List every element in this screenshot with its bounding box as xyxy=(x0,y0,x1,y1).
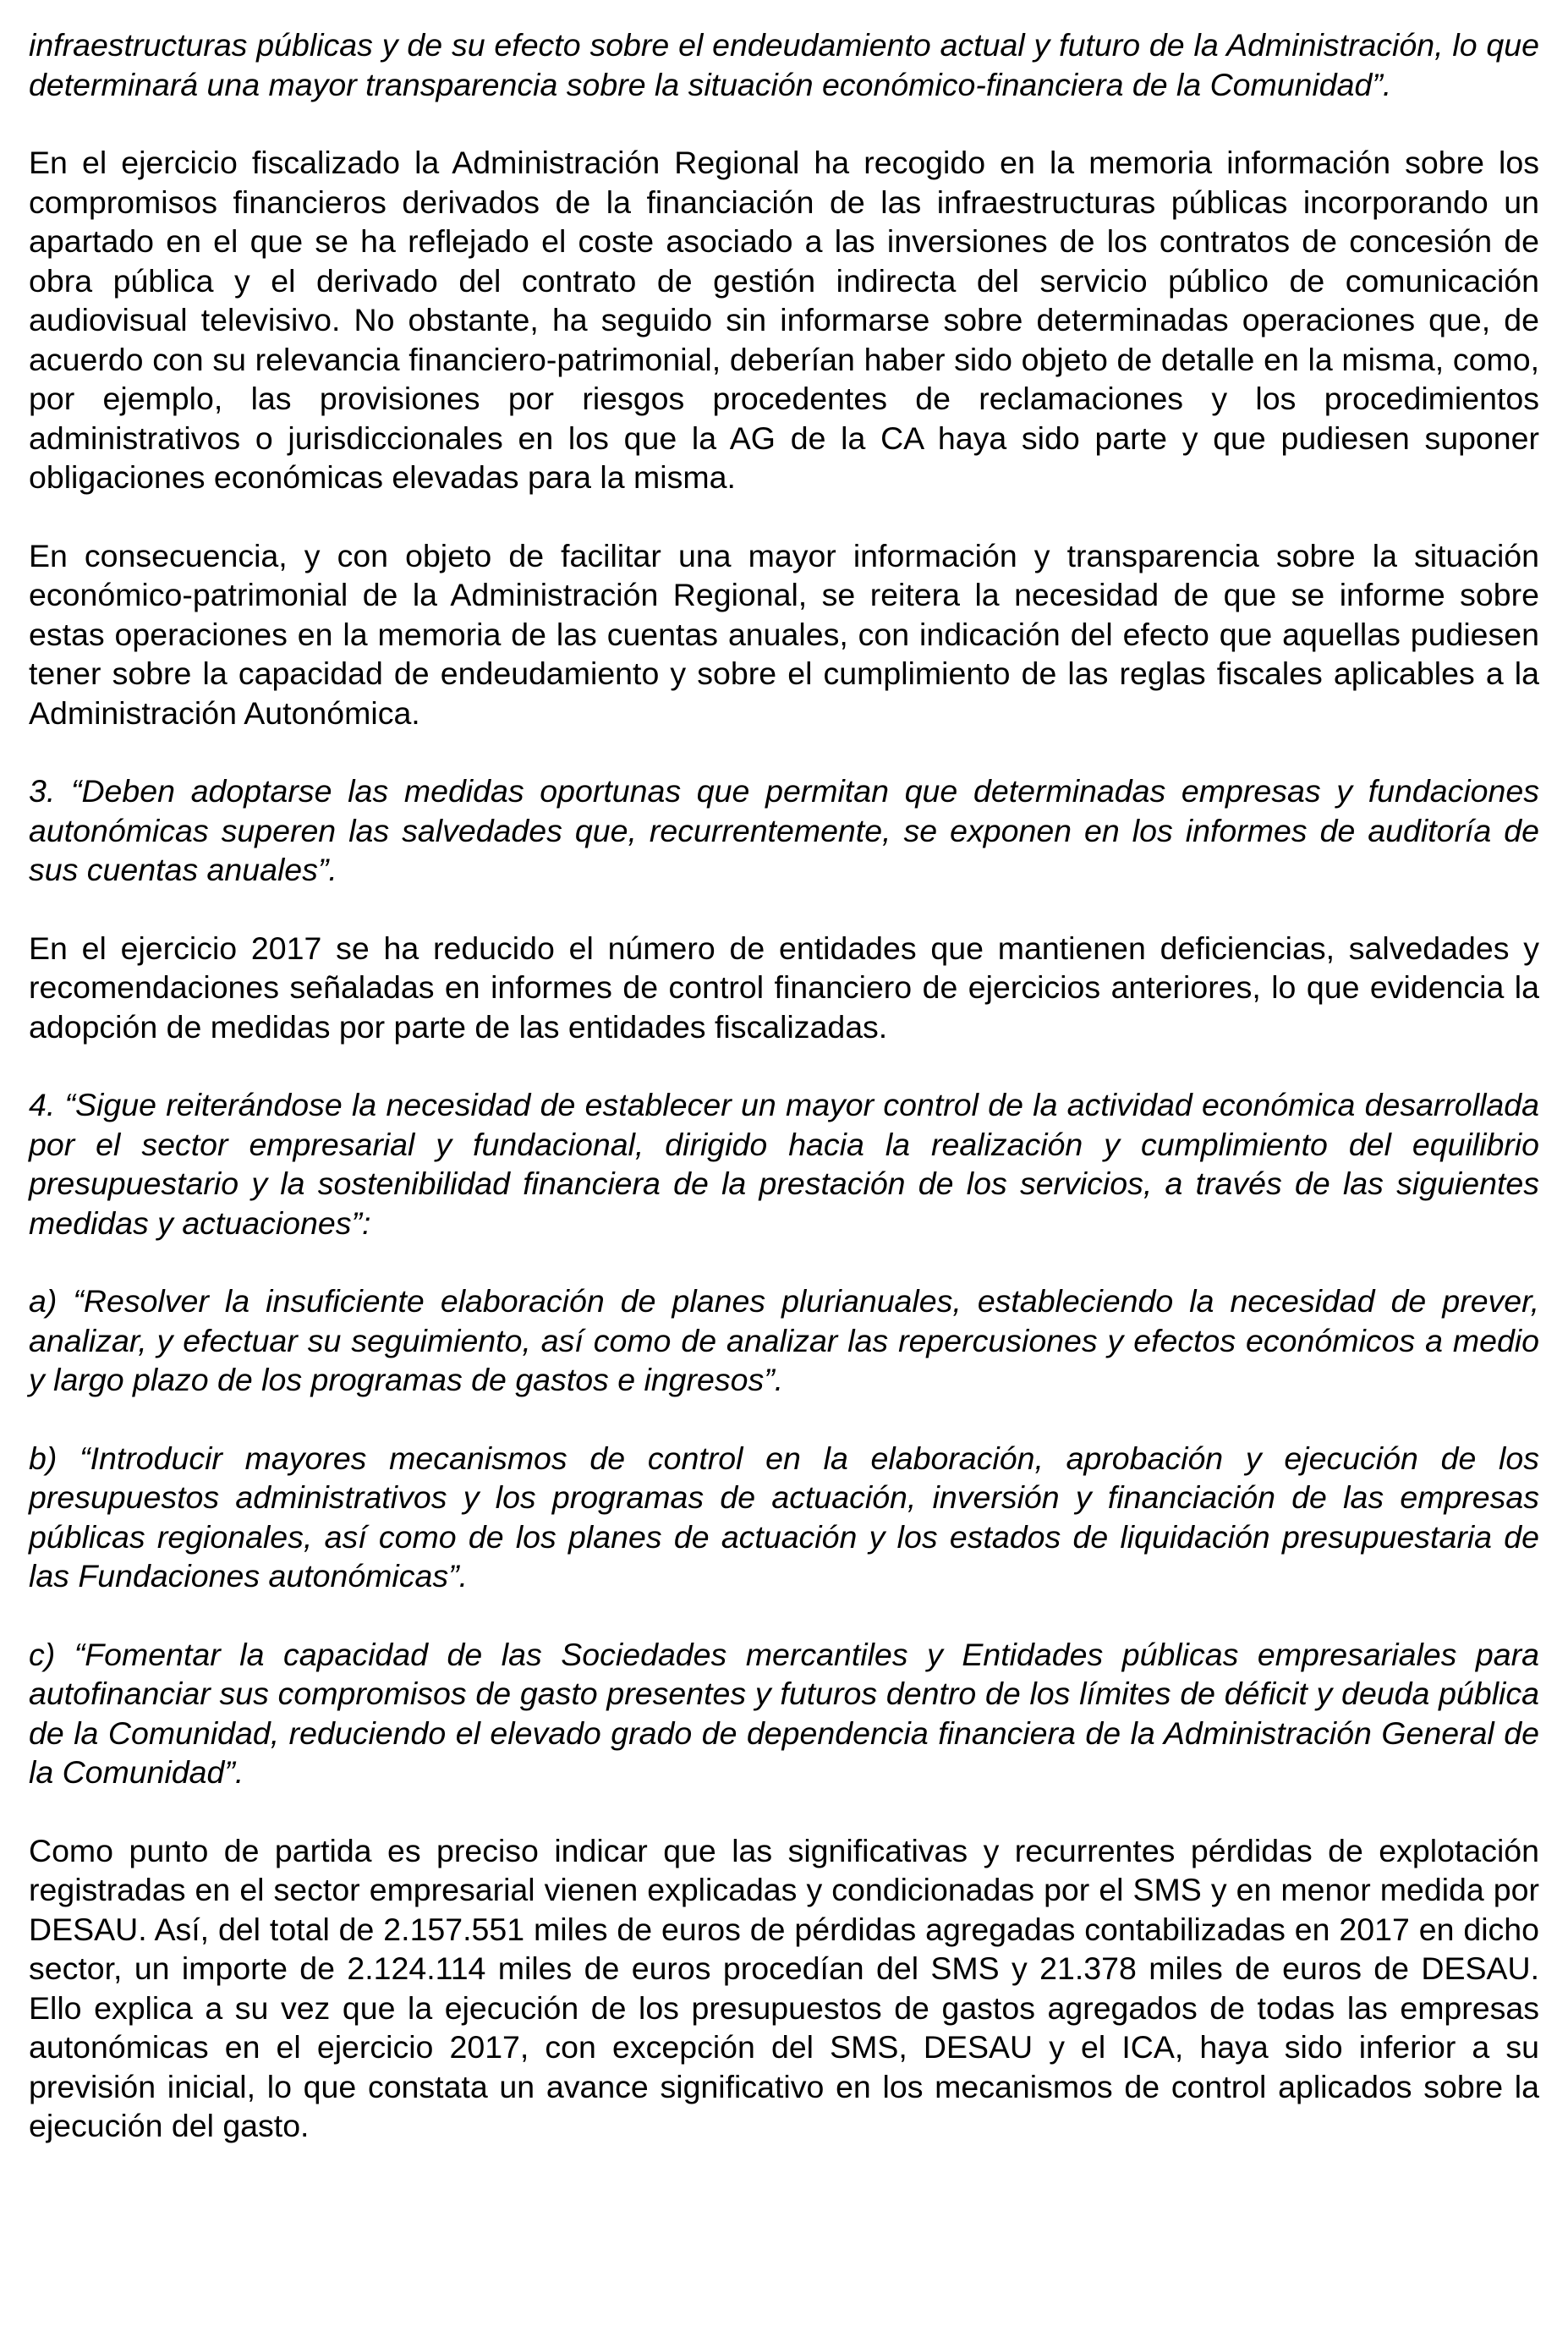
document-page xyxy=(29,25,1539,2185)
paragraph-item-a: a) “Resolver la insuficiente elaboración de planes plurianuales, estableciendo la necesidad de prever, analizar, y efectuar su seguimiento, así como de analizar las repercusiones y efectos económicos a medio y largo plazo de los programas de gastos e ingresos”. xyxy=(29,1283,1539,1397)
paragraph-memoria-information: En el ejercicio fiscalizado la Administración Regional ha recogido en la memoria información sobre los compromisos financieros derivados de la financiación de las infraestructuras públicas incorporando un apartado en el que se ha reflejado el coste asociado a las inversiones de los contratos de concesión de obra pública y el derivado del contrato de gestión indirecta del servicio público de comunicación audiovisual televisivo. No obstante, ha seguido sin informarse sobre determinadas operaciones que, de acuerdo con su relevancia financiero-patrimonial, deberían haber sido objeto de detalle en la misma, como, por ejemplo, las provisiones por riesgos procedentes de reclamaciones y los procedimientos administrativos o jurisdiccionales en los que la AG de la CA haya sido parte y que pudiesen suponer obligaciones económicas elevadas para la misma. xyxy=(29,145,1539,495)
paragraph-item-c: c) “Fomentar la capacidad de las Sociedades mercantiles y Entidades públicas empresariales para autofinanciar sus compromisos de gasto presentes y futuros dentro de los límites de déficit y deuda pública de la Comunidad, reduciendo el elevado grado de dependencia financiera de la Administración General de la Comunidad”. xyxy=(29,1636,1539,1790)
paragraph-fiscal-year-2017: En el ejercicio 2017 se ha reducido el número de entidades que mantienen deficiencias, salvedades y recomendaciones señaladas en informes de control financiero de ejercicios anteriores, lo que evidencia la adopción de medidas por parte de las entidades fiscalizadas. xyxy=(29,930,1539,1045)
paragraph-consequence: En consecuencia, y con objeto de facilitar una mayor información y transparencia sobre la situación económico-patrimonial de la Administración Regional, se reitera la necesidad de que se informe sobre estas operaciones en la memoria de las cuentas anuales, con indicación del efecto que aquellas pudiesen tener sobre la capacidad de endeudamiento y sobre el cumplimiento de las reglas fiscales aplicables a la Administración Autonómica. xyxy=(29,537,1539,731)
paragraph-item-b: b) “Introducir mayores mecanismos de control en la elaboración, aprobación y ejecución de los presupuestos administrativos y los programas de actuación, inversión y financiación de las empresas públicas regionales, así como de los planes de actuación y los estados de liquidación presupuestaria de las Fundaciones autonómicas”. xyxy=(29,1440,1539,1594)
paragraph-recommendation-3: 3. “Deben adoptarse las medidas oportunas que permitan que determinadas empresas y fundaciones autonómicas superen las salvedades que, recurrentemente, se exponen en los informes de auditoría de sus cuentas anuales”. xyxy=(29,773,1539,887)
paragraph-continued-quote: infraestructuras públicas y de su efecto sobre el endeudamiento actual y futuro de la Administración, lo que determinará una mayor transparencia sobre la situación económico-financiera de la Comunidad”. xyxy=(29,27,1539,102)
paragraph-recommendation-4: 4. “Sigue reiterándose la necesidad de establecer un mayor control de la actividad económica desarrollada por el sector empresarial y fundacional, dirigido hacia la realización y cumplimiento del equilibrio presupuestario y la sostenibilidad financiera de la prestación de los servicios, a través de las siguientes medidas y actuaciones”: xyxy=(29,1087,1539,1241)
paragraph-starting-point: Como punto de partida es preciso indicar que las significativas y recurrentes pérdidas de explotación registradas en el sector empresarial vienen explicadas y condicionadas por el SMS y en menor medida por DESAU. Así, del total de 2.157.551 miles de euros de pérdidas agregadas contabilizadas en 2017 en dicho sector, un importe de 2.124.114 miles de euros procedían del SMS y 21.378 miles de euros de DESAU. Ello explica a su vez que la ejecución de los presupuestos de gastos agregados de todas las empresas autonómicas en el ejercicio 2017, con excepción del SMS, DESAU y el ICA, haya sido inferior a su previsión inicial, lo que constata un avance significativo en los mecanismos de control aplicados sobre la ejecución del gasto. xyxy=(29,1832,1539,2143)
